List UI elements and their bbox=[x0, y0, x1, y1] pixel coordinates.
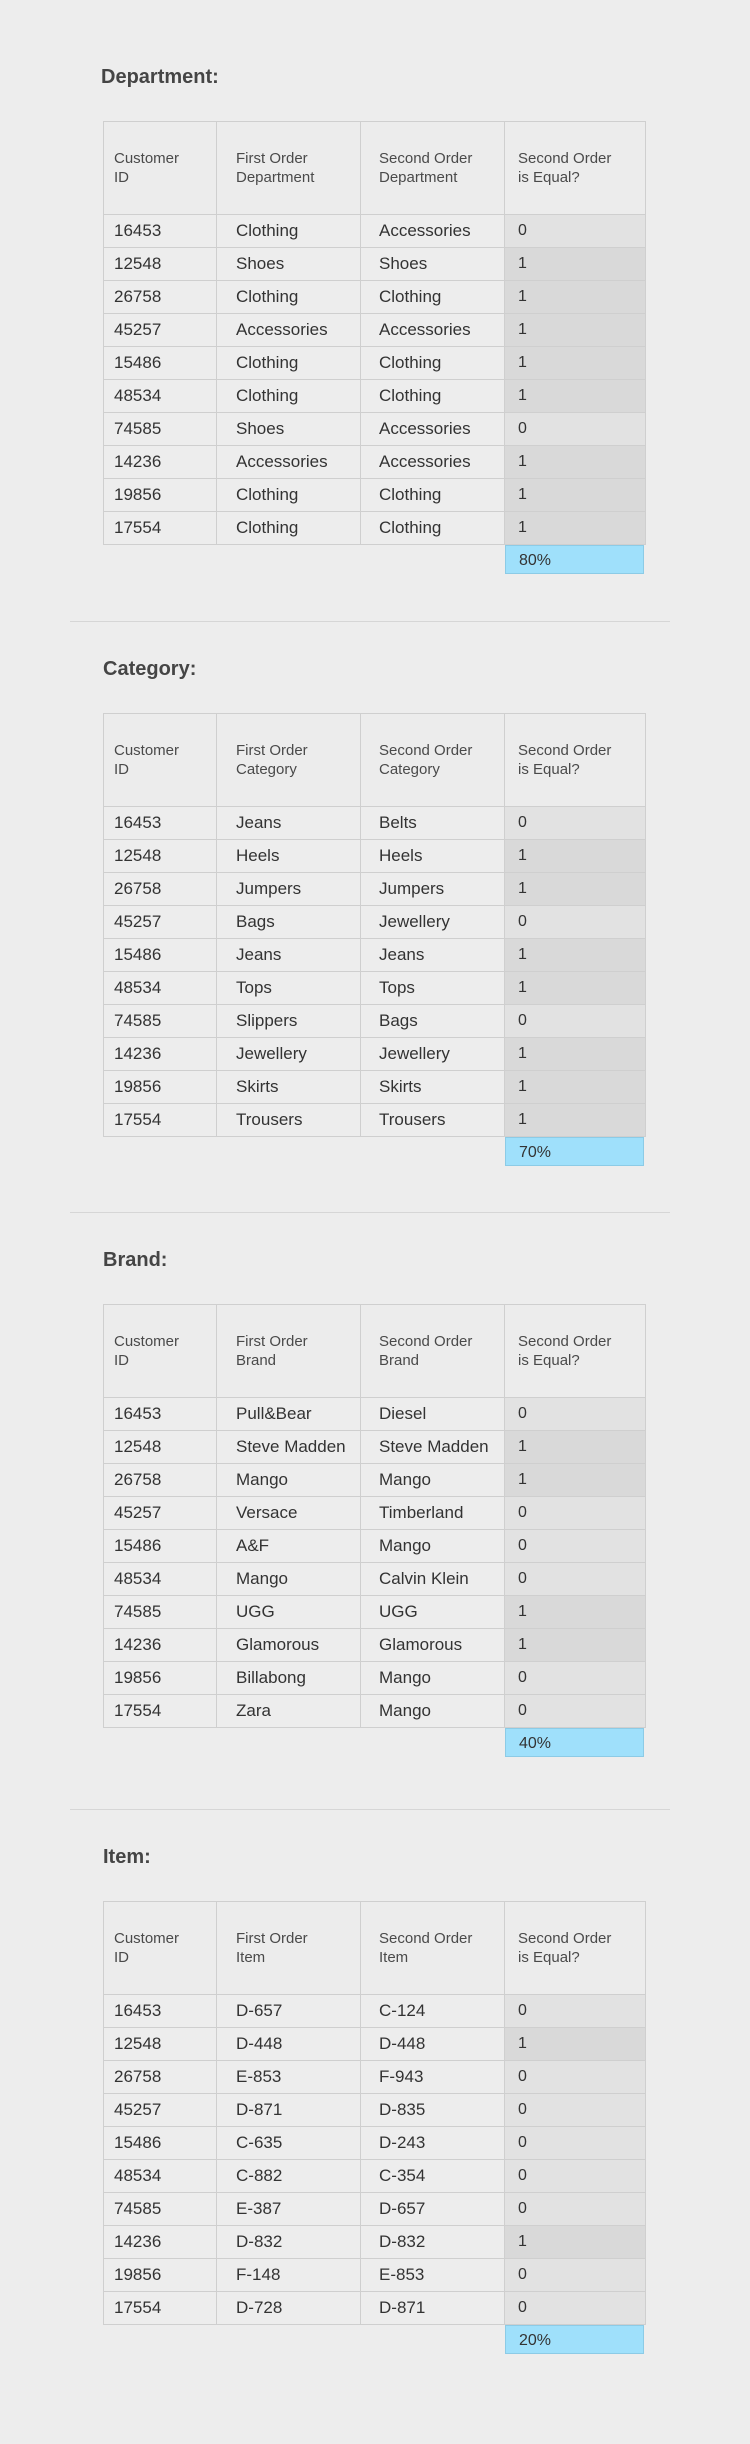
first-order-cell: Glamorous bbox=[217, 1629, 361, 1662]
table-row bbox=[104, 248, 646, 281]
second-order-cell: Belts bbox=[361, 807, 505, 840]
section-divider bbox=[70, 1809, 670, 1810]
customer-id-cell: 12548 bbox=[104, 2028, 217, 2061]
first-order-cell: Jumpers bbox=[217, 873, 361, 906]
table-row bbox=[104, 1104, 646, 1137]
table-row bbox=[104, 972, 646, 1005]
second-order-cell: Accessories bbox=[361, 446, 505, 479]
second-order-cell: Calvin Klein bbox=[361, 1563, 505, 1596]
is-equal-cell: 1 bbox=[505, 479, 646, 512]
is-equal-cell: 0 bbox=[505, 1695, 646, 1728]
customer-id-cell: 14236 bbox=[104, 1629, 217, 1662]
section-divider bbox=[70, 621, 670, 622]
second-order-cell: UGG bbox=[361, 1596, 505, 1629]
second-order-cell: D-657 bbox=[361, 2193, 505, 2226]
first-order-cell: Accessories bbox=[217, 446, 361, 479]
customer-id-cell: 48534 bbox=[104, 2160, 217, 2193]
customer-id-cell: 74585 bbox=[104, 413, 217, 446]
customer-id-cell: 48534 bbox=[104, 380, 217, 413]
is-equal-cell: 1 bbox=[505, 512, 646, 545]
section-title: Department: bbox=[101, 66, 219, 88]
is-equal-cell: 1 bbox=[505, 1596, 646, 1629]
customer-id-cell: 16453 bbox=[104, 1995, 217, 2028]
is-equal-cell: 1 bbox=[505, 873, 646, 906]
equal-percentage: 40% bbox=[505, 1728, 644, 1757]
is-equal-header: Second Order is Equal? bbox=[505, 1902, 646, 1995]
table-row bbox=[104, 1563, 646, 1596]
first-order-cell: Shoes bbox=[217, 248, 361, 281]
is-equal-cell: 0 bbox=[505, 1497, 646, 1530]
first-order-cell: Accessories bbox=[217, 314, 361, 347]
first-order-cell: UGG bbox=[217, 1596, 361, 1629]
table-row bbox=[104, 873, 646, 906]
second-order-cell: D-832 bbox=[361, 2226, 505, 2259]
first-order-cell: Slippers bbox=[217, 1005, 361, 1038]
table-row bbox=[104, 347, 646, 380]
table-row bbox=[104, 906, 646, 939]
item-table bbox=[103, 1901, 646, 2325]
first-order-cell: D-832 bbox=[217, 2226, 361, 2259]
table-row bbox=[104, 2061, 646, 2094]
first-order-cell: Pull&Bear bbox=[217, 1398, 361, 1431]
table-row bbox=[104, 2028, 646, 2061]
customer-id-cell: 12548 bbox=[104, 1431, 217, 1464]
section-divider bbox=[70, 1212, 670, 1213]
is-equal-cell: 1 bbox=[505, 347, 646, 380]
customer-id-cell: 26758 bbox=[104, 2061, 217, 2094]
is-equal-cell: 0 bbox=[505, 1995, 646, 2028]
table-row bbox=[104, 1497, 646, 1530]
header-row bbox=[104, 122, 646, 215]
is-equal-cell: 1 bbox=[505, 2226, 646, 2259]
table-row bbox=[104, 2292, 646, 2325]
first-order-cell: Skirts bbox=[217, 1071, 361, 1104]
table-row bbox=[104, 1530, 646, 1563]
second-order-cell: Jumpers bbox=[361, 873, 505, 906]
table-row bbox=[104, 2259, 646, 2292]
customer-id-cell: 45257 bbox=[104, 1497, 217, 1530]
table-row bbox=[104, 939, 646, 972]
second-order-cell: Clothing bbox=[361, 380, 505, 413]
is-equal-cell: 1 bbox=[505, 446, 646, 479]
is-equal-cell: 1 bbox=[505, 380, 646, 413]
second-order-cell: Steve Madden bbox=[361, 1431, 505, 1464]
first-order-cell: Trousers bbox=[217, 1104, 361, 1137]
table-row bbox=[104, 2127, 646, 2160]
table-row bbox=[104, 479, 646, 512]
is-equal-cell: 0 bbox=[505, 1005, 646, 1038]
table-row bbox=[104, 2226, 646, 2259]
customer-id-cell: 16453 bbox=[104, 1398, 217, 1431]
is-equal-cell: 1 bbox=[505, 939, 646, 972]
second-order-cell: D-871 bbox=[361, 2292, 505, 2325]
first-order-cell: Clothing bbox=[217, 479, 361, 512]
first-order-cell: Clothing bbox=[217, 281, 361, 314]
customer-id-header: Customer ID bbox=[104, 1305, 217, 1398]
table-row bbox=[104, 807, 646, 840]
second-order-cell: Clothing bbox=[361, 347, 505, 380]
customer-id-cell: 45257 bbox=[104, 906, 217, 939]
second-order-cell: Trousers bbox=[361, 1104, 505, 1137]
section-title: Brand: bbox=[103, 1249, 168, 1271]
category-table bbox=[103, 713, 646, 1137]
is-equal-cell: 1 bbox=[505, 972, 646, 1005]
second-order-cell: F-943 bbox=[361, 2061, 505, 2094]
first-order-cell: D-657 bbox=[217, 1995, 361, 2028]
header-row bbox=[104, 1902, 646, 1995]
second-order-cell: Jeans bbox=[361, 939, 505, 972]
is-equal-cell: 1 bbox=[505, 1071, 646, 1104]
is-equal-header: Second Order is Equal? bbox=[505, 122, 646, 215]
customer-id-cell: 17554 bbox=[104, 2292, 217, 2325]
first-order-header: First Order Item bbox=[217, 1902, 361, 1995]
table-row bbox=[104, 446, 646, 479]
customer-id-cell: 19856 bbox=[104, 1662, 217, 1695]
is-equal-cell: 0 bbox=[505, 1662, 646, 1695]
is-equal-cell: 0 bbox=[505, 1398, 646, 1431]
first-order-cell: Clothing bbox=[217, 512, 361, 545]
second-order-cell: Tops bbox=[361, 972, 505, 1005]
header-row bbox=[104, 1305, 646, 1398]
table-row bbox=[104, 1071, 646, 1104]
first-order-cell: Tops bbox=[217, 972, 361, 1005]
second-order-cell: Jewellery bbox=[361, 1038, 505, 1071]
table-row bbox=[104, 1995, 646, 2028]
customer-id-cell: 48534 bbox=[104, 1563, 217, 1596]
second-order-cell: Timberland bbox=[361, 1497, 505, 1530]
table-row bbox=[104, 1629, 646, 1662]
second-order-cell: D-243 bbox=[361, 2127, 505, 2160]
first-order-cell: Clothing bbox=[217, 380, 361, 413]
second-order-cell: Accessories bbox=[361, 215, 505, 248]
table-row bbox=[104, 2160, 646, 2193]
customer-id-cell: 45257 bbox=[104, 314, 217, 347]
second-order-header: Second Order Item bbox=[361, 1902, 505, 1995]
second-order-cell: D-448 bbox=[361, 2028, 505, 2061]
first-order-cell: Jewellery bbox=[217, 1038, 361, 1071]
customer-id-header: Customer ID bbox=[104, 714, 217, 807]
brand-table bbox=[103, 1304, 646, 1728]
table-row bbox=[104, 314, 646, 347]
second-order-header: Second Order Department bbox=[361, 122, 505, 215]
customer-id-cell: 26758 bbox=[104, 281, 217, 314]
table-row bbox=[104, 1464, 646, 1497]
customer-id-cell: 16453 bbox=[104, 215, 217, 248]
second-order-cell: Heels bbox=[361, 840, 505, 873]
first-order-cell: D-728 bbox=[217, 2292, 361, 2325]
header-row bbox=[104, 714, 646, 807]
second-order-cell: Clothing bbox=[361, 512, 505, 545]
table-row bbox=[104, 2193, 646, 2226]
is-equal-header: Second Order is Equal? bbox=[505, 1305, 646, 1398]
is-equal-cell: 0 bbox=[505, 2094, 646, 2127]
second-order-cell: Clothing bbox=[361, 479, 505, 512]
second-order-cell: E-853 bbox=[361, 2259, 505, 2292]
equal-percentage: 70% bbox=[505, 1137, 644, 1166]
first-order-cell: Mango bbox=[217, 1563, 361, 1596]
table-row bbox=[104, 1398, 646, 1431]
is-equal-cell: 0 bbox=[505, 1563, 646, 1596]
customer-id-header: Customer ID bbox=[104, 1902, 217, 1995]
table-row bbox=[104, 1596, 646, 1629]
customer-id-cell: 12548 bbox=[104, 248, 217, 281]
customer-id-header: Customer ID bbox=[104, 122, 217, 215]
second-order-cell: Accessories bbox=[361, 413, 505, 446]
first-order-header: First Order Brand bbox=[217, 1305, 361, 1398]
table-row bbox=[104, 380, 646, 413]
is-equal-cell: 0 bbox=[505, 2061, 646, 2094]
table-row bbox=[104, 1695, 646, 1728]
first-order-cell: Steve Madden bbox=[217, 1431, 361, 1464]
table-row bbox=[104, 512, 646, 545]
is-equal-cell: 1 bbox=[505, 314, 646, 347]
equal-percentage: 80% bbox=[505, 545, 644, 574]
is-equal-cell: 1 bbox=[505, 1464, 646, 1497]
second-order-cell: Shoes bbox=[361, 248, 505, 281]
is-equal-header: Second Order is Equal? bbox=[505, 714, 646, 807]
table-row bbox=[104, 215, 646, 248]
is-equal-cell: 0 bbox=[505, 2193, 646, 2226]
customer-id-cell: 15486 bbox=[104, 347, 217, 380]
customer-id-cell: 15486 bbox=[104, 939, 217, 972]
first-order-cell: C-635 bbox=[217, 2127, 361, 2160]
customer-id-cell: 45257 bbox=[104, 2094, 217, 2127]
is-equal-cell: 1 bbox=[505, 2028, 646, 2061]
customer-id-cell: 74585 bbox=[104, 1005, 217, 1038]
second-order-cell: Mango bbox=[361, 1662, 505, 1695]
is-equal-cell: 0 bbox=[505, 1530, 646, 1563]
second-order-cell: Mango bbox=[361, 1530, 505, 1563]
is-equal-cell: 0 bbox=[505, 2259, 646, 2292]
is-equal-cell: 1 bbox=[505, 248, 646, 281]
first-order-cell: E-387 bbox=[217, 2193, 361, 2226]
table-row bbox=[104, 1662, 646, 1695]
first-order-cell: Bags bbox=[217, 906, 361, 939]
table-row bbox=[104, 1431, 646, 1464]
customer-id-cell: 19856 bbox=[104, 479, 217, 512]
is-equal-cell: 0 bbox=[505, 413, 646, 446]
customer-id-cell: 26758 bbox=[104, 1464, 217, 1497]
customer-id-cell: 17554 bbox=[104, 1695, 217, 1728]
customer-id-cell: 16453 bbox=[104, 807, 217, 840]
table-row bbox=[104, 1005, 646, 1038]
second-order-cell: Mango bbox=[361, 1695, 505, 1728]
customer-id-cell: 14236 bbox=[104, 2226, 217, 2259]
is-equal-cell: 1 bbox=[505, 281, 646, 314]
is-equal-cell: 0 bbox=[505, 215, 646, 248]
table-row bbox=[104, 1038, 646, 1071]
first-order-cell: Zara bbox=[217, 1695, 361, 1728]
first-order-cell: A&F bbox=[217, 1530, 361, 1563]
second-order-cell: Mango bbox=[361, 1464, 505, 1497]
is-equal-cell: 0 bbox=[505, 807, 646, 840]
is-equal-cell: 1 bbox=[505, 1038, 646, 1071]
customer-id-cell: 14236 bbox=[104, 446, 217, 479]
first-order-cell: Clothing bbox=[217, 347, 361, 380]
table-row bbox=[104, 840, 646, 873]
is-equal-cell: 1 bbox=[505, 1104, 646, 1137]
is-equal-cell: 0 bbox=[505, 2292, 646, 2325]
customer-id-cell: 74585 bbox=[104, 1596, 217, 1629]
is-equal-cell: 0 bbox=[505, 906, 646, 939]
is-equal-cell: 0 bbox=[505, 2127, 646, 2160]
first-order-cell: Shoes bbox=[217, 413, 361, 446]
customer-id-cell: 74585 bbox=[104, 2193, 217, 2226]
is-equal-cell: 1 bbox=[505, 1629, 646, 1662]
second-order-header: Second Order Category bbox=[361, 714, 505, 807]
first-order-cell: E-853 bbox=[217, 2061, 361, 2094]
customer-id-cell: 14236 bbox=[104, 1038, 217, 1071]
second-order-cell: Bags bbox=[361, 1005, 505, 1038]
second-order-cell: D-835 bbox=[361, 2094, 505, 2127]
first-order-cell: Jeans bbox=[217, 807, 361, 840]
equal-percentage: 20% bbox=[505, 2325, 644, 2354]
first-order-cell: Jeans bbox=[217, 939, 361, 972]
customer-id-cell: 26758 bbox=[104, 873, 217, 906]
customer-id-cell: 17554 bbox=[104, 512, 217, 545]
first-order-cell: Mango bbox=[217, 1464, 361, 1497]
customer-id-cell: 48534 bbox=[104, 972, 217, 1005]
first-order-header: First Order Department bbox=[217, 122, 361, 215]
first-order-cell: C-882 bbox=[217, 2160, 361, 2193]
second-order-cell: Skirts bbox=[361, 1071, 505, 1104]
first-order-cell: Heels bbox=[217, 840, 361, 873]
section-title: Item: bbox=[103, 1846, 151, 1868]
first-order-cell: Clothing bbox=[217, 215, 361, 248]
is-equal-cell: 1 bbox=[505, 840, 646, 873]
second-order-header: Second Order Brand bbox=[361, 1305, 505, 1398]
second-order-cell: Glamorous bbox=[361, 1629, 505, 1662]
table-row bbox=[104, 281, 646, 314]
is-equal-cell: 1 bbox=[505, 1431, 646, 1464]
second-order-cell: Diesel bbox=[361, 1398, 505, 1431]
is-equal-cell: 0 bbox=[505, 2160, 646, 2193]
first-order-cell: Versace bbox=[217, 1497, 361, 1530]
customer-id-cell: 12548 bbox=[104, 840, 217, 873]
second-order-cell: C-354 bbox=[361, 2160, 505, 2193]
customer-id-cell: 15486 bbox=[104, 2127, 217, 2160]
second-order-cell: C-124 bbox=[361, 1995, 505, 2028]
department-table bbox=[103, 121, 646, 545]
second-order-cell: Jewellery bbox=[361, 906, 505, 939]
customer-id-cell: 15486 bbox=[104, 1530, 217, 1563]
second-order-cell: Accessories bbox=[361, 314, 505, 347]
second-order-cell: Clothing bbox=[361, 281, 505, 314]
customer-id-cell: 17554 bbox=[104, 1104, 217, 1137]
first-order-cell: D-871 bbox=[217, 2094, 361, 2127]
first-order-cell: D-448 bbox=[217, 2028, 361, 2061]
section-title: Category: bbox=[103, 658, 197, 680]
table-row bbox=[104, 413, 646, 446]
first-order-cell: Billabong bbox=[217, 1662, 361, 1695]
first-order-cell: F-148 bbox=[217, 2259, 361, 2292]
customer-id-cell: 19856 bbox=[104, 2259, 217, 2292]
customer-id-cell: 19856 bbox=[104, 1071, 217, 1104]
first-order-header: First Order Category bbox=[217, 714, 361, 807]
table-row bbox=[104, 2094, 646, 2127]
